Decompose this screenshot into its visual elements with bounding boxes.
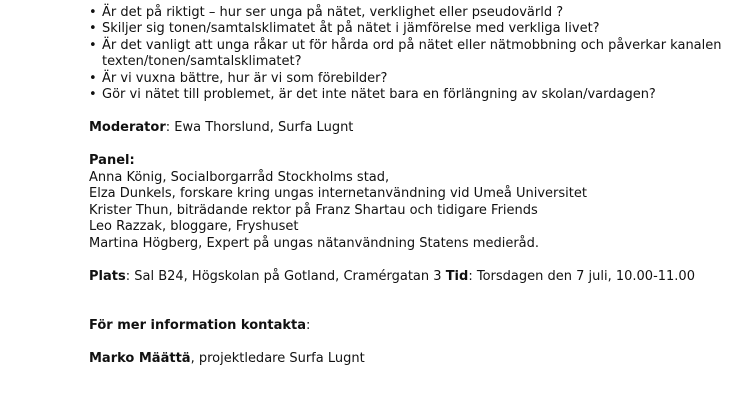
- plats-value: : Sal B24, Högskolan på Gotland, Cramérgatan 3: [125, 268, 446, 284]
- contact-heading-suffix: :: [306, 318, 311, 333]
- question-list: [89, 5, 739, 104]
- list-item: • Är det vanligt att unga råkar ut för hårda ord på nätet eller nätmobbning och påverkar kanalen texten/tonen/samtalsklimatet?: [89, 37, 722, 69]
- bullet-icon: •: [89, 70, 97, 86]
- contact-heading: För mer information kontakta: [89, 318, 307, 333]
- list-item: • Skiljer sig tonen/samtalsklimatet åt på nätet i jämförelse med verkliga livet?: [89, 21, 600, 36]
- press-document: [89, 0, 739, 368]
- panel-member: Krister Thun, biträdande rektor på Franz Shartau och tidigare Friends: [89, 202, 538, 218]
- list-item: • Är det på riktigt – hur ser unga på nätet, verklighet eller pseudovärld ?: [89, 4, 564, 20]
- panel-label: Panel:: [89, 153, 135, 168]
- bullet-icon: •: [89, 21, 97, 36]
- panel-member: Elza Dunkels, forskare kring ungas internetanvändning vid Umeå Universitet: [89, 186, 587, 201]
- tid-value: : Torsdagen den 7 juli, 10.00-11.00: [468, 268, 695, 284]
- panel-member: Leo Razzak, bloggare, Fryshuset: [89, 219, 299, 234]
- contact-role: , projektledare Surfa Lugnt: [190, 351, 365, 366]
- tid-label: Tid: [445, 268, 469, 284]
- bullet-icon: •: [89, 87, 97, 102]
- list-item: • Gör vi nätet till problemet, är det inte nätet bara en förlängning av skolan/vardagen?: [89, 87, 656, 102]
- bullet-icon: •: [89, 4, 97, 20]
- contact-line: [89, 351, 739, 368]
- plats-label: Plats: [89, 268, 126, 284]
- list-item: • Är vi vuxna bättre, hur är vi som förebilder?: [89, 70, 388, 86]
- panel-member: Martina Högberg, Expert på ungas nätanvändning Statens medieråd.: [89, 235, 540, 251]
- contact-name: Marko Määttä: [89, 351, 191, 366]
- panel-member: Anna König, Socialborgarråd Stockholms stad,: [89, 169, 390, 185]
- moderator-label: Moderator: [89, 120, 166, 135]
- moderator-line: [89, 120, 739, 137]
- moderator-value: : Ewa Thorslund, Surfa Lugnt: [165, 120, 354, 135]
- bullet-icon: •: [89, 37, 97, 53]
- location-time-line: [89, 269, 739, 286]
- contact-heading-line: [89, 318, 739, 335]
